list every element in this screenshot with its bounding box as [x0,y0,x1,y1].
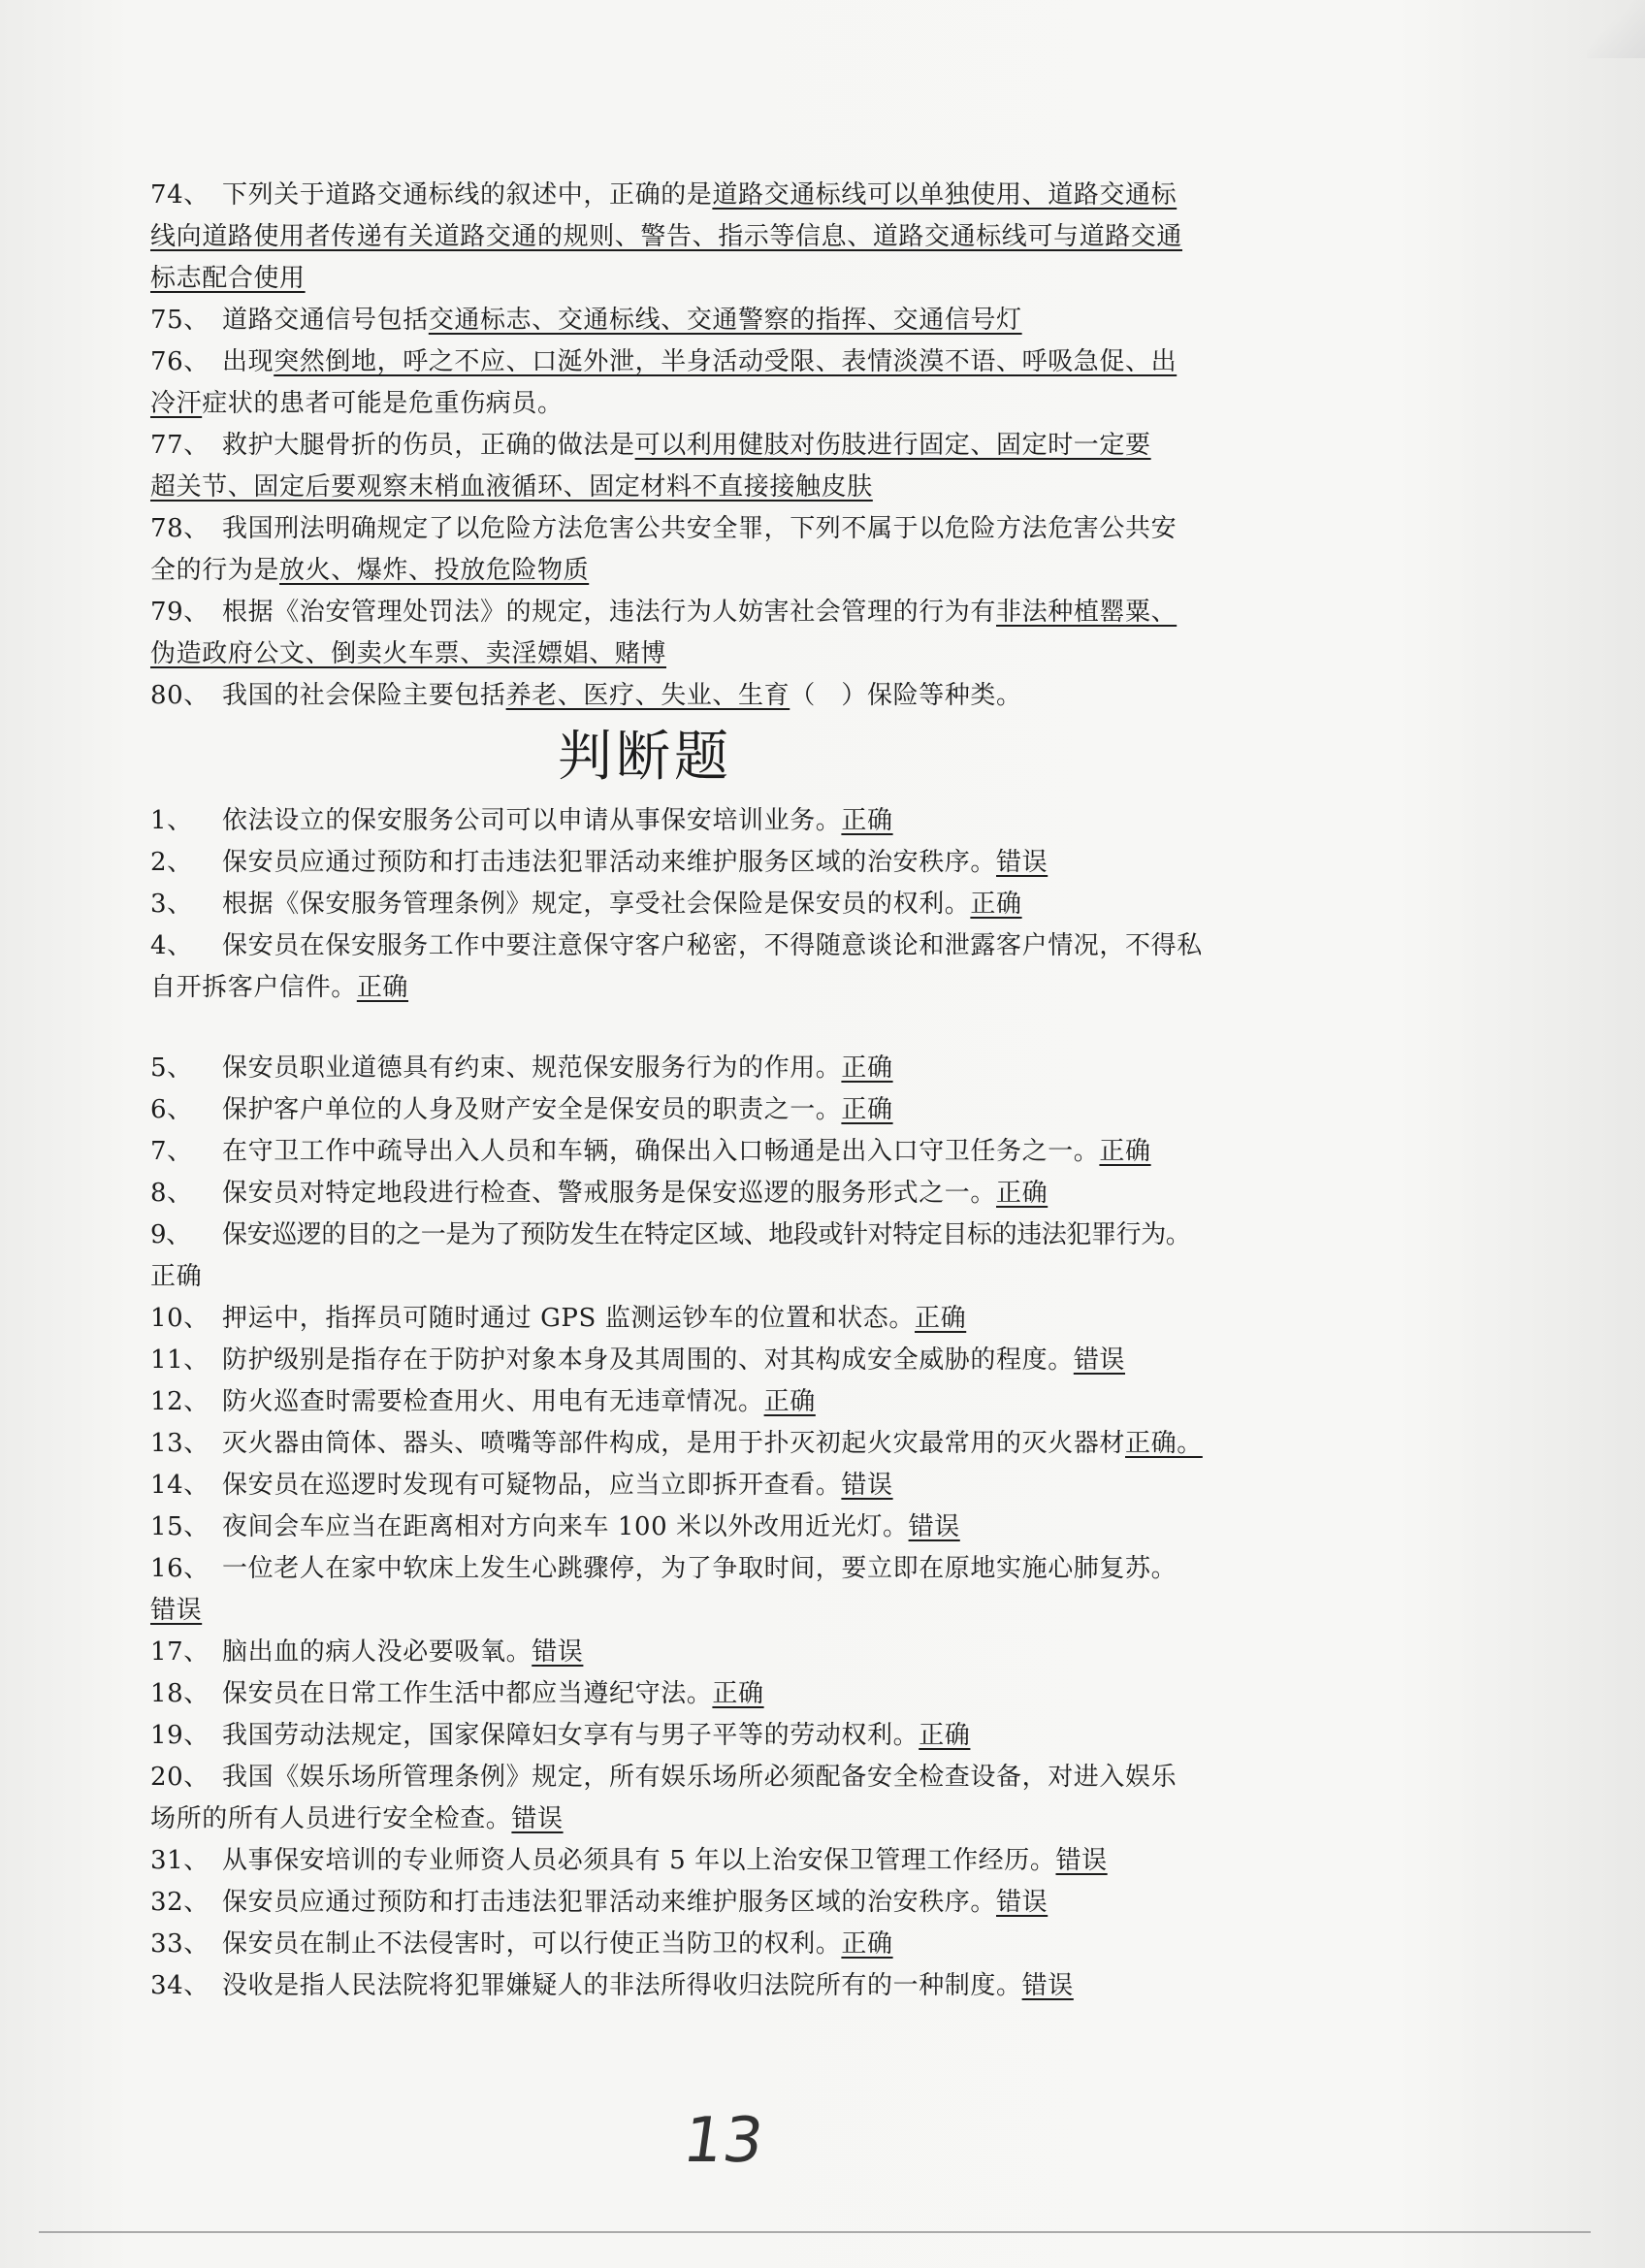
underlined-answer: 正确 [915,1304,967,1333]
question-line [150,508,1295,550]
question-text: 根据《保安服务管理条例》规定，享受社会保险是保安员的权利。 [222,890,971,919]
question-line [150,341,1295,383]
question-text: 根据《治安管理处罚法》的规定，违法行为人妨害社会管理的行为有 [222,598,997,627]
question-line [150,1465,1295,1507]
underlined-answer: 正确 [841,1929,893,1959]
question-number: 77、 [150,431,210,460]
question-line [150,1381,1295,1423]
question-line [150,1548,1295,1590]
question-number: 6、 [150,1095,193,1124]
question-text: 场所的所有人员进行安全检查。 [150,1804,512,1833]
underlined-answer: 错误 [1021,1971,1074,2000]
question-line [150,1840,1295,1882]
question-text: 依法设立的保安服务公司可以申请从事保安培训业务。 [222,806,842,835]
question-text: 保安员对特定地段进行检查、警戒服务是保安巡逻的服务形式之一。 [222,1179,997,1208]
question-line [150,842,1295,884]
underlined-answer: 非法种植罂粟、 [996,598,1177,627]
question-number: 2、 [150,848,193,877]
question-line [150,1298,1295,1340]
question-number: 7、 [150,1137,193,1166]
content-column [150,175,1295,2007]
question-line [150,1089,1295,1131]
question-number: 16、 [150,1554,210,1583]
bottom-rule [39,2231,1591,2233]
question-text: 保安员在制止不法侵害时，可以行使正当防卫的权利。 [222,1929,842,1959]
question-number: 14、 [150,1471,210,1500]
question-number: 75、 [150,306,210,335]
question-line [150,258,1295,300]
question-text-tail: （ ）保险等种类。 [790,681,1022,710]
question-text: 押运中，指挥员可随时通过 GPS 监测运钞车的位置和状态。 [222,1304,916,1333]
question-line [150,216,1295,258]
question-line [150,550,1295,592]
underlined-answer: 错误 [1073,1345,1126,1375]
question-number: 11、 [150,1345,210,1375]
question-line [150,1590,1295,1632]
question-line [150,1340,1295,1381]
underlined-answer: 错误 [996,1888,1048,1917]
question-line [150,1256,1295,1298]
question-number: 76、 [150,347,210,376]
question-number: 17、 [150,1637,210,1667]
true-false-section [150,800,1295,2007]
question-line [150,1673,1295,1715]
underlined-answer: 伪造政府公文、倒卖火车票、卖淫嫖娼、赌博 [150,639,667,668]
handwritten-page-number: 13 [678,2105,768,2177]
underlined-answer: 交通标志、交通标线、交通警察的指挥、交通信号灯 [428,306,1022,335]
section-heading: 判断题 [558,726,732,789]
question-number: 32、 [150,1888,210,1917]
question-line [150,884,1295,925]
question-line [150,1882,1295,1924]
question-text: 保安员应通过预防和打击违法犯罪活动来维护服务区域的治安秩序。 [222,848,997,877]
question-line [150,1965,1295,2007]
question-text: 我国劳动法规定，国家保障妇女享有与男子平等的劳动权利。 [222,1721,919,1750]
underlined-answer: 正确 [356,973,409,1002]
question-text: 保安员职业道德具有约束、规范保安服务行为的作用。 [222,1053,842,1083]
question-line [150,1757,1295,1798]
question-text: 救护大腿骨折的伤员，正确的做法是 [222,431,635,460]
question-text: 我国刑法明确规定了以危险方法危害公共安全罪，下列不属于以危险方法危害公共安 [222,514,1177,543]
question-text: 保安巡逻的目的之一是为了预防发生在特定区域、地段或针对特定目标的违法犯罪行为。 [222,1220,1191,1249]
underlined-answer: 冷汗 [150,389,203,418]
underlined-answer: 错误 [532,1637,584,1667]
question-text: 出现 [222,347,274,376]
question-line [150,1632,1295,1673]
question-text: 全的行为是 [150,556,280,585]
spacer [150,1009,1295,1048]
underlined-answer: 错误 [996,848,1048,877]
underlined-answer: 正确 [970,890,1022,919]
question-number: 80、 [150,681,210,710]
question-number: 74、 [150,180,210,210]
question-line [150,467,1295,508]
underlined-answer: 错误 [1055,1846,1108,1875]
question-number: 31、 [150,1846,210,1875]
question-number: 3、 [150,890,193,919]
question-number: 1、 [150,806,193,835]
question-text: 在守卫工作中疏导出入人员和车辆，确保出入口畅通是出入口守卫任务之一。 [222,1137,1100,1166]
question-text: 灭火器由筒体、器头、喷嘴等部件构成，是用于扑灭初起火灾最常用的灭火器材 [222,1429,1126,1458]
underlined-answer: 错误 [908,1512,960,1541]
underlined-answer: 正确 [996,1179,1048,1208]
underlined-answer: 错误 [511,1804,564,1833]
question-line [150,1715,1295,1757]
underlined-answer: 错误 [841,1471,893,1500]
question-line [150,300,1295,341]
question-text: 没收是指人民法院将犯罪嫌疑人的非法所得收归法院所有的一种制度。 [222,1971,1022,2000]
question-number: 18、 [150,1679,210,1708]
question-line [150,592,1295,633]
underlined-answer: 正确 [841,806,893,835]
question-number: 78、 [150,514,210,543]
question-number: 15、 [150,1512,210,1541]
question-number: 34、 [150,1971,210,2000]
underlined-answer: 超关节、固定后要观察末梢血液循环、固定材料不直接接触皮肤 [150,472,873,502]
question-number: 20、 [150,1763,210,1792]
question-line [150,1048,1295,1089]
underlined-answer: 正确 [712,1679,764,1708]
question-text: 从事保安培训的专业师资人员必须具有 5 年以上治安保卫管理工作经历。 [222,1846,1056,1875]
question-text-tail: 症状的患者可能是危重伤病员。 [202,389,564,418]
underlined-answer: 线向道路使用者传递有关道路交通的规则、警告、指示等信息、道路交通标线可与道路交通 [150,222,1183,251]
underlined-answer: 养老、医疗、失业、生育 [505,681,790,710]
question-line [150,967,1295,1009]
underlined-answer: 放火、爆炸、投放危险物质 [279,556,590,585]
underlined-answer: 错误 [150,1596,203,1625]
underlined-answer: 正确 [841,1053,893,1083]
fill-in-blank-section [150,175,1295,717]
question-line [150,800,1295,842]
question-text: 道路交通信号包括 [222,306,429,335]
question-line [150,1423,1295,1465]
question-line [150,1924,1295,1965]
question-number: 10、 [150,1304,210,1333]
underlined-answer: 正确 [1099,1137,1151,1166]
question-text: 防护级别是指存在于防护对象本身及其周围的、对其构成安全威胁的程度。 [222,1345,1074,1375]
underlined-answer: 正确 [841,1095,893,1124]
question-number: 5、 [150,1053,193,1083]
question-text: 自开拆客户信件。 [150,973,357,1002]
question-number: 19、 [150,1721,210,1750]
question-line [150,425,1295,467]
underlined-answer: 可以利用健肢对伤肢进行固定、固定时一定要 [634,431,1151,460]
question-text: 保安员在日常工作生活中都应当遵纪守法。 [222,1679,713,1708]
question-text: 夜间会车应当在距离相对方向来车 100 米以外改用近光灯。 [222,1512,909,1541]
question-line [150,175,1295,216]
question-number: 9、 [150,1220,191,1249]
question-line [150,633,1295,675]
question-text: 保安员在保安服务工作中要注意保守客户秘密，不得随意谈论和泄露客户情况，不得私 [222,931,1203,960]
question-text: 防火巡查时需要检查用火、用电有无违章情况。 [222,1387,764,1416]
question-line [150,383,1295,425]
underlined-answer: 标志配合使用 [150,264,306,293]
question-line [150,1173,1295,1215]
question-line [150,1507,1295,1548]
underlined-answer: 突然倒地，呼之不应、口涎外泄，半身活动受限、表情淡漠不语、呼吸急促、出 [274,347,1177,376]
question-number: 79、 [150,598,210,627]
question-text: 保安员在巡逻时发现有可疑物品，应当立即拆开查看。 [222,1471,842,1500]
question-text: 脑出血的病人没必要吸氧。 [222,1637,532,1667]
question-line [150,1215,1295,1256]
question-text: 一位老人在家中软床上发生心跳骤停，为了争取时间，要立即在原地实施心肺复苏。 [222,1554,1177,1583]
question-text: 保安员应通过预防和打击违法犯罪活动来维护服务区域的治安秩序。 [222,1888,997,1917]
question-number: 12、 [150,1387,210,1416]
underlined-answer: 正确。 [1125,1429,1203,1458]
underlined-answer: 正确 [763,1387,816,1416]
question-number: 4、 [150,931,193,960]
underlined-answer: 正确 [919,1721,971,1750]
scan-shadow [1587,0,1645,58]
question-number: 8、 [150,1179,193,1208]
question-text: 我国《娱乐场所管理条例》规定，所有娱乐场所必须配备安全检查设备，对进入娱乐 [222,1763,1177,1792]
question-line [150,1798,1295,1840]
question-text: 下列关于道路交通标线的叙述中，正确的是 [222,180,713,210]
question-text: 正确 [150,1262,203,1291]
question-text: 我国的社会保险主要包括 [222,681,506,710]
question-number: 13、 [150,1429,210,1458]
question-line [150,675,1295,717]
underlined-answer: 道路交通标线可以单独使用、道路交通标 [712,180,1177,210]
question-line [150,925,1295,967]
question-text: 保护客户单位的人身及财产安全是保安员的职责之一。 [222,1095,842,1124]
question-line [150,1131,1295,1173]
question-number: 33、 [150,1929,210,1959]
